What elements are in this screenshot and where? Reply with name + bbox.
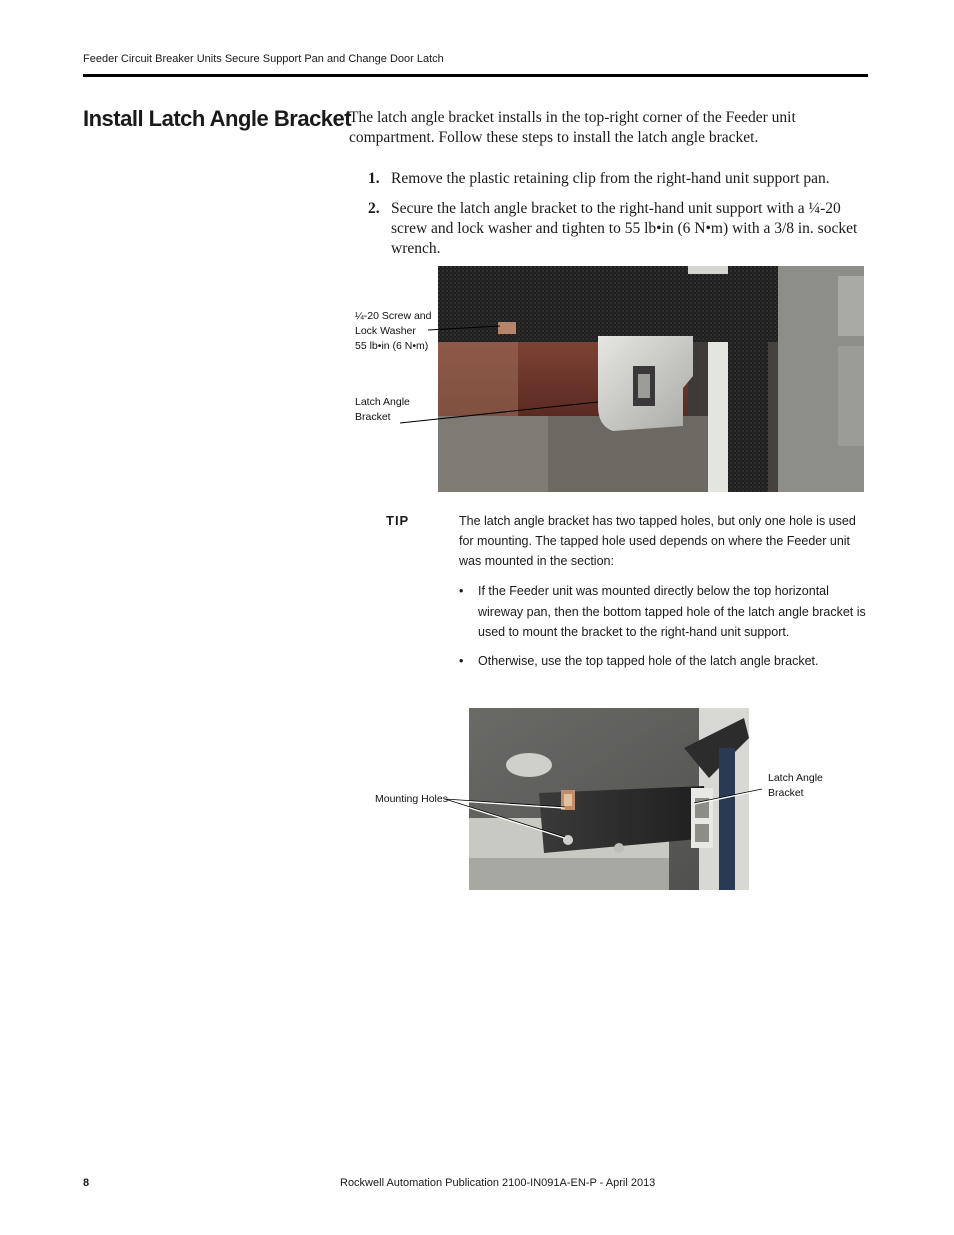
tip-text: The latch angle bracket has two tapped holes, but only one hole is used for mounting. The tapped hole used depends on where the Feeder unit was mounted in the section: — [459, 514, 856, 568]
bullet-symbol: • — [459, 654, 464, 668]
mounting-holes-callout: Mounting Holes — [375, 793, 448, 805]
tip-bullet-text: Otherwise, use the top tapped hole of the latch angle bracket. — [478, 654, 819, 668]
step-item — [368, 199, 863, 261]
step-number: 2. — [368, 200, 380, 217]
step-item — [368, 169, 863, 191]
section-title: Install Latch Angle Bracket — [83, 106, 352, 131]
bullet-symbol: • — [459, 584, 464, 598]
step-number: 1. — [368, 170, 380, 187]
page-number: 8 — [83, 1177, 90, 1189]
tip-bullet-text: If the Feeder unit was mounted directly below the top horizontal wireway pan, then the bottom tapped hole of the latch angle bracket is used to mount the bracket to the right-hand unit support. — [478, 584, 866, 639]
tip-label: TIP — [386, 513, 410, 528]
tip-bullet-item — [459, 581, 869, 643]
bracket-callout-2: Latch Angle Bracket — [768, 772, 823, 799]
step-text: Remove the plastic retaining clip from the right-hand unit support pan. — [391, 170, 830, 187]
header-rule — [83, 74, 868, 77]
screw-callout: ¼-20 Screw and Lock Washer 55 lb•in (6 N•m) — [355, 310, 432, 352]
running-header: Feeder Circuit Breaker Units Secure Support Pan and Change Door Latch — [83, 53, 444, 65]
tip-bullet-item — [459, 651, 869, 673]
step-text: Secure the latch angle bracket to the right-hand unit support with a ¼-20 screw and lock washer and tighten to 55 lb•in (6 N•m) with a 3/8 in. socket wrench. — [391, 200, 858, 257]
intro-paragraph: The latch angle bracket installs in the top-right corner of the Feeder unit compartment. Follow these steps to install the latch angle bracket. — [349, 109, 796, 146]
figure2-callout-lines — [440, 770, 820, 840]
bracket-callout: Latch Angle Bracket — [355, 396, 410, 423]
publication-id: Rockwell Automation Publication 2100-IN091A-EN-P - April 2013 — [340, 1177, 656, 1189]
